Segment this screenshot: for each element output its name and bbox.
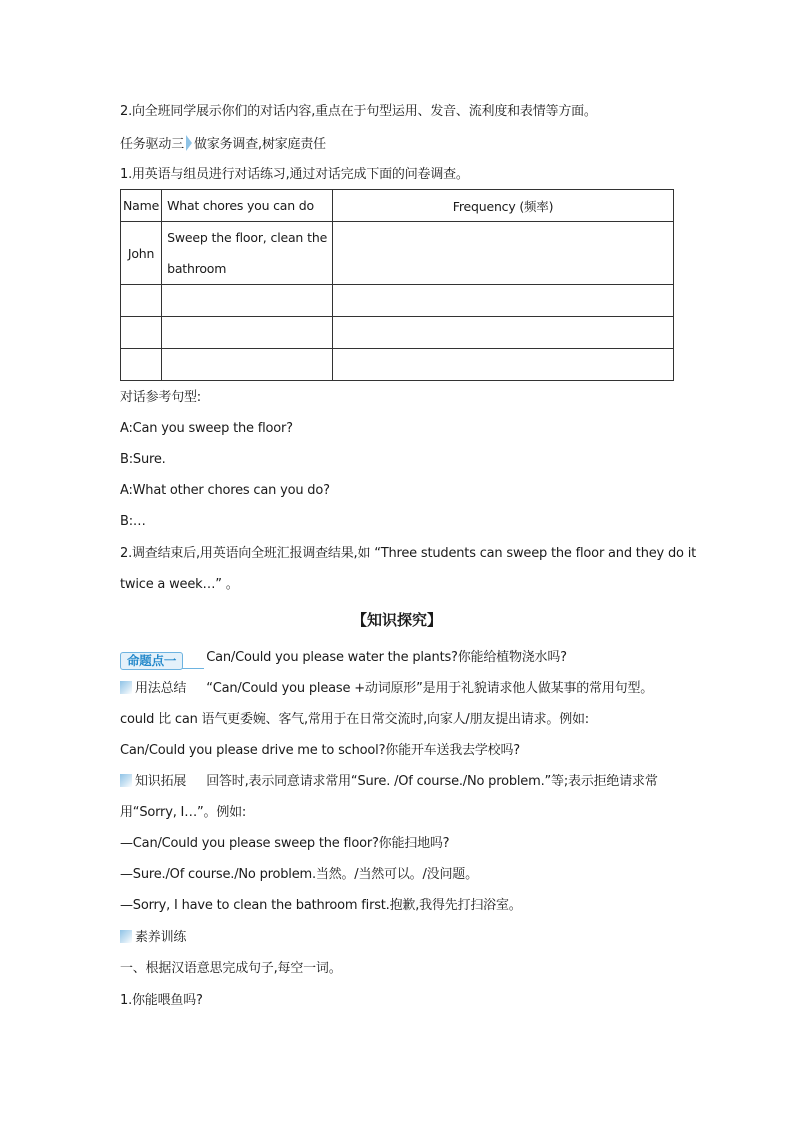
task-arrow-icon xyxy=(186,135,192,151)
dialogue-line-b2: B:… xyxy=(120,514,146,529)
usage-example: Can/Could you please drive me to school?你能开车送我去学校吗? xyxy=(120,743,520,758)
cell-frequency xyxy=(333,222,674,285)
point-badge-label: 命题点一 xyxy=(120,652,183,670)
cell-chores: Sweep the floor, clean the bathroom xyxy=(162,222,333,285)
dialogue-line-a1: A:Can you sweep the floor? xyxy=(120,421,293,436)
extend-text-2: 用“Sorry, I…”。例如: xyxy=(120,805,247,820)
survey-table xyxy=(120,189,674,381)
header-name: Name xyxy=(121,190,162,222)
usage-label: 用法总结 xyxy=(135,681,187,696)
example-line-2: —Sure./Of course./No problem.当然。/当然可以。/没问题。 xyxy=(120,867,478,882)
cell-frequency xyxy=(333,349,674,381)
dialogue-reference-label: 对话参考句型: xyxy=(120,390,201,405)
instruction-present: 2.向全班同学展示你们的对话内容,重点在于句型运用、发音、流利度和表情等方面。 xyxy=(120,104,597,119)
usage-text-2: could 比 can 语气更委婉、客气,常用于在日常交流时,向家人/朋友提出请求。例如: xyxy=(120,712,589,727)
usage-summary xyxy=(120,680,653,698)
report-instruction-line2: twice a week…” 。 xyxy=(120,577,239,592)
cell-name: John xyxy=(121,222,162,285)
cell-chores xyxy=(162,317,333,349)
point-badge xyxy=(120,652,204,670)
example-line-3: —Sorry, I have to clean the bathroom first.抱歉,我得先打扫浴室。 xyxy=(120,898,522,913)
training-label: 素养训练 xyxy=(135,930,187,945)
label-square-icon xyxy=(120,774,132,787)
cell-chores xyxy=(162,349,333,381)
cell-name xyxy=(121,317,162,349)
question-1: 1.你能喂鱼吗? xyxy=(120,993,203,1008)
header-chores: What chores you can do xyxy=(162,190,333,222)
task-three-title: 做家务调查,树家庭责任 xyxy=(194,137,326,152)
badge-tail-line xyxy=(182,668,204,669)
task-three-heading xyxy=(120,135,326,154)
task-three-prefix: 任务驱动三 xyxy=(120,137,185,152)
cell-name xyxy=(121,285,162,317)
cell-name xyxy=(121,349,162,381)
usage-text-1: “Can/Could you please +动词原形”是用于礼貌请求他人做某事的常用句型。 xyxy=(206,681,654,696)
cell-frequency xyxy=(333,285,674,317)
table-row xyxy=(121,222,674,285)
proposition-point-one xyxy=(120,649,567,670)
extend-text-1: 回答时,表示同意请求常用“Sure. /Of course./No problem.”等;表示拒绝请求常 xyxy=(206,774,658,789)
dialogue-line-a2: A:What other chores can you do? xyxy=(120,483,330,498)
exercise-title: 一、根据汉语意思完成句子,每空一词。 xyxy=(120,961,342,976)
table-row xyxy=(121,285,674,317)
section-title: 【知识探究】 xyxy=(351,611,442,629)
report-instruction-line1: 2.调查结束后,用英语向全班汇报调查结果,如 “Three students can sweep the floor and they do it xyxy=(120,546,697,561)
cell-frequency xyxy=(333,317,674,349)
label-square-icon xyxy=(120,681,132,694)
table-header-row xyxy=(121,190,674,222)
extend-label: 知识拓展 xyxy=(135,774,187,789)
table-row xyxy=(121,317,674,349)
knowledge-extension xyxy=(120,773,658,791)
table-row xyxy=(121,349,674,381)
dialogue-line-b1: B:Sure. xyxy=(120,452,166,467)
point-sentence: Can/Could you please water the plants?你能给植物浇水吗? xyxy=(206,650,567,665)
cell-chores xyxy=(162,285,333,317)
training-heading xyxy=(120,929,186,947)
label-square-icon xyxy=(120,930,132,943)
instruction-survey: 1.用英语与组员进行对话练习,通过对话完成下面的问卷调查。 xyxy=(120,167,469,182)
example-line-1: —Can/Could you please sweep the floor?你能扫地吗? xyxy=(120,836,450,851)
header-frequency: Frequency (频率) xyxy=(333,190,674,222)
